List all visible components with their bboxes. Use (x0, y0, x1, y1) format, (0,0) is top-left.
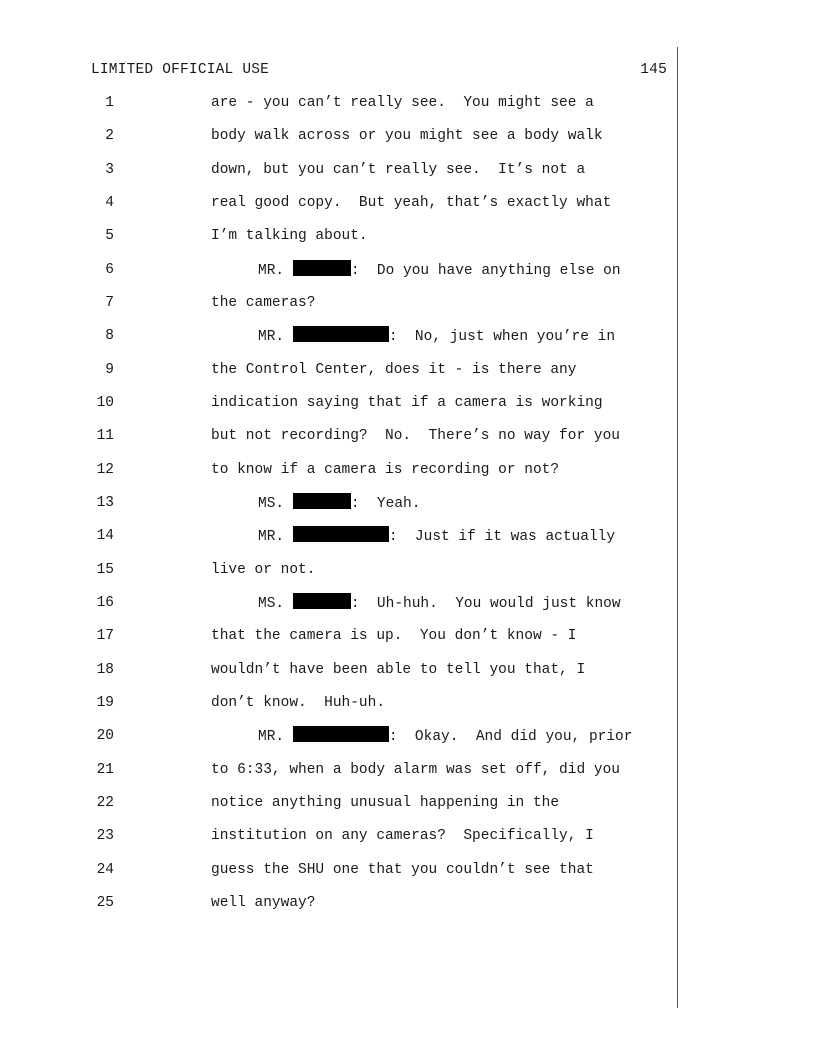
line-number: 18 (96, 662, 114, 678)
line-number: 15 (96, 562, 114, 578)
transcript-line (0, 393, 816, 413)
line-number: 6 (105, 262, 114, 278)
line-number: 20 (96, 728, 114, 744)
speaker-title: MR. (258, 529, 293, 545)
transcript-line (0, 93, 816, 113)
line-text: : Just if it was actually (388, 529, 616, 545)
transcript-line (0, 826, 816, 846)
line-text: down, but you can’t really see. It’s not a (211, 162, 586, 178)
speaker-title: MS. (258, 496, 293, 512)
transcript-line (0, 460, 816, 480)
transcript-line (0, 893, 816, 913)
transcript-line (0, 193, 816, 213)
line-text: well anyway? (211, 895, 316, 911)
line-text: : Yeah. (350, 496, 421, 512)
line-text: wouldn’t have been able to tell you that, I (211, 662, 586, 678)
line-text: body walk across or you might see a body walk (211, 128, 603, 144)
redacted-name (293, 526, 389, 542)
line-number: 3 (105, 162, 114, 178)
line-number: 12 (96, 462, 114, 478)
line-number: 21 (96, 762, 114, 778)
redacted-name (293, 726, 389, 742)
line-text: : Okay. And did you, prior (388, 729, 633, 745)
redacted-name (293, 493, 351, 509)
line-number: 10 (96, 395, 114, 411)
line-text: real good copy. But yeah, that’s exactly what (211, 195, 612, 211)
line-number: 19 (96, 695, 114, 711)
line-text: that the camera is up. You don’t know - I (211, 628, 577, 644)
page-number: 145 (640, 62, 667, 78)
speaker-line (258, 326, 615, 347)
speaker-line (258, 526, 615, 547)
line-number: 16 (96, 595, 114, 611)
speaker-line (258, 726, 632, 747)
transcript-line (0, 293, 816, 313)
line-text: guess the SHU one that you couldn’t see that (211, 862, 594, 878)
transcript-line (0, 326, 816, 346)
line-text: are - you can’t really see. You might see a (211, 95, 594, 111)
transcript-line (0, 660, 816, 680)
transcript-line (0, 860, 816, 880)
line-number: 7 (105, 295, 114, 311)
line-text: live or not. (211, 562, 316, 578)
line-number: 11 (96, 428, 114, 444)
line-text: the cameras? (211, 295, 316, 311)
line-text: to know if a camera is recording or not? (211, 462, 560, 478)
line-number: 4 (105, 195, 114, 211)
transcript-line (0, 726, 816, 746)
transcript-line (0, 426, 816, 446)
line-text: to 6:33, when a body alarm was set off, did you (211, 762, 620, 778)
line-text: the Control Center, does it - is there any (211, 362, 577, 378)
transcript-line (0, 793, 816, 813)
line-number: 8 (105, 328, 114, 344)
line-text: institution on any cameras? Specifically, I (211, 828, 594, 844)
speaker-title: MR. (258, 329, 293, 345)
redacted-name (293, 260, 351, 276)
line-number: 5 (105, 228, 114, 244)
line-text: : No, just when you’re in (388, 329, 616, 345)
line-number: 2 (105, 128, 114, 144)
line-text: I’m talking about. (211, 228, 368, 244)
transcript-line (0, 693, 816, 713)
line-text: indication saying that if a camera is working (211, 395, 603, 411)
line-number: 24 (96, 862, 114, 878)
speaker-line (258, 260, 621, 281)
transcript-line (0, 526, 816, 546)
line-text: : Uh-huh. You would just know (350, 596, 621, 612)
transcript-line (0, 126, 816, 146)
transcript-line (0, 493, 816, 513)
transcript-line (0, 360, 816, 380)
transcript-line (0, 160, 816, 180)
redacted-name (293, 593, 351, 609)
line-number: 22 (96, 795, 114, 811)
speaker-title: MR. (258, 263, 293, 279)
line-number: 13 (96, 495, 114, 511)
transcript-line (0, 626, 816, 646)
line-number: 17 (96, 628, 114, 644)
transcript-line (0, 760, 816, 780)
line-number: 14 (96, 528, 114, 544)
transcript-line (0, 260, 816, 280)
speaker-line (258, 593, 621, 614)
transcript-line (0, 560, 816, 580)
line-text: notice anything unusual happening in the (211, 795, 560, 811)
transcript-line (0, 226, 816, 246)
speaker-title: MR. (258, 729, 293, 745)
line-text: but not recording? No. There’s no way for you (211, 428, 620, 444)
line-number: 9 (105, 362, 114, 378)
line-text: don’t know. Huh-uh. (211, 695, 386, 711)
transcript-line (0, 593, 816, 613)
line-number: 1 (105, 95, 114, 111)
speaker-title: MS. (258, 596, 293, 612)
classification-header: LIMITED OFFICIAL USE (91, 62, 270, 78)
redacted-name (293, 326, 389, 342)
line-number: 25 (96, 895, 114, 911)
speaker-line (258, 493, 420, 514)
line-number: 23 (96, 828, 114, 844)
line-text: : Do you have anything else on (350, 263, 621, 279)
